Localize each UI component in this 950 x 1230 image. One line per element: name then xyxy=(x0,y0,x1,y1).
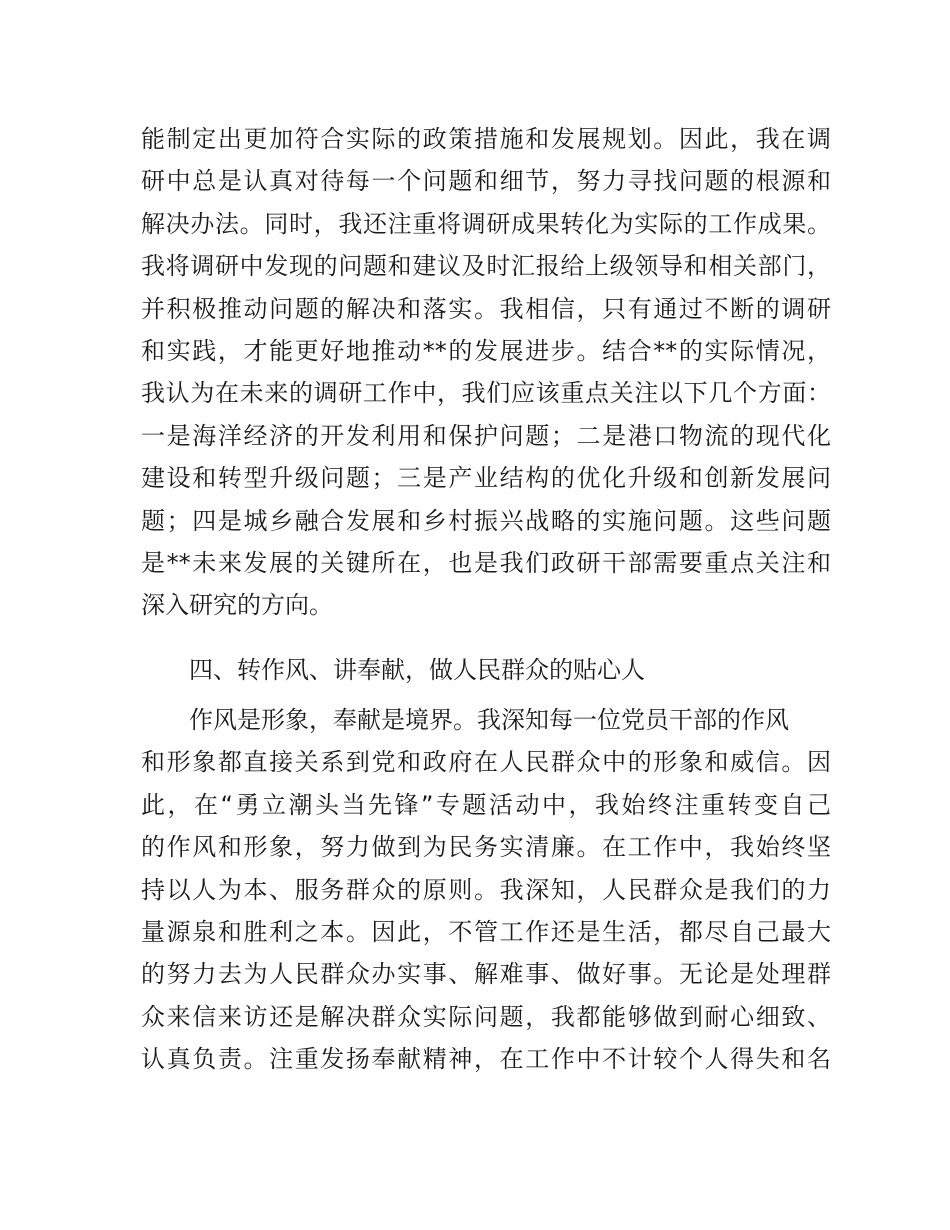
paragraph-work-style xyxy=(141,699,831,1081)
text-line: 深入研究的方向。 xyxy=(141,591,333,620)
text-line: 作风是形象，奉献是境界。我深知每一位党员干部的作风 xyxy=(189,706,789,734)
text-line: 的作风和形象，努力做到为民务实清廉。在工作中，我始终坚 xyxy=(141,833,831,862)
text-line: 量源泉和胜利之本。因此，不管工作还是生活，都尽自己最大 xyxy=(141,917,831,946)
text-line: 和实践，才能更好地推动**的发展进步。结合**的实际情况， xyxy=(141,336,831,365)
text-line: 是**未来发展的关键所在，也是我们政研干部需要重点关注和 xyxy=(141,548,831,577)
text-line: 我认为在未来的调研工作中，我们应该重点关注以下几个方面： xyxy=(141,379,831,408)
text-line: 并积极推动问题的解决和落实。我相信，只有通过不断的调研 xyxy=(141,294,831,323)
text-line: 一是海洋经济的开发利用和保护问题；二是港口物流的现代化 xyxy=(141,421,831,450)
text-line: 能制定出更加符合实际的政策措施和发展规划。因此，我在调 xyxy=(141,125,831,153)
text-line: 和形象都直接关系到党和政府在人民群众中的形象和威信。因 xyxy=(141,748,831,777)
text-line: 我将调研中发现的问题和建议及时汇报给上级领导和相关部门， xyxy=(141,252,831,281)
paragraph-research xyxy=(141,118,831,627)
text-line: 此，在“勇立潮头当先锋”专题活动中，我始终注重转变自己 xyxy=(141,790,831,819)
section-heading-text: 四、转作风、讲奉献，做人民群众的贴心人 xyxy=(189,656,645,684)
section-heading xyxy=(141,649,831,691)
text-line: 研中总是认真对待每一个问题和细节，努力寻找问题的根源和 xyxy=(141,167,831,196)
text-line: 认真负责。注重发扬奉献精神，在工作中不计较个人得失和名 xyxy=(141,1045,831,1074)
text-line: 的努力去为人民群众办实事、解难事、做好事。无论是处理群 xyxy=(141,960,831,989)
text-line: 题；四是城乡融合发展和乡村振兴战略的实施问题。这些问题 xyxy=(141,506,831,535)
text-line: 解决办法。同时，我还注重将调研成果转化为实际的工作成果。 xyxy=(141,209,831,238)
text-line: 建设和转型升级问题；三是产业结构的优化升级和创新发展问 xyxy=(141,464,831,493)
text-line: 众来信来访还是解决群众实际问题，我都能够做到耐心细致、 xyxy=(141,1002,831,1031)
text-line: 持以人为本、服务群众的原则。我深知，人民群众是我们的力 xyxy=(141,875,831,904)
